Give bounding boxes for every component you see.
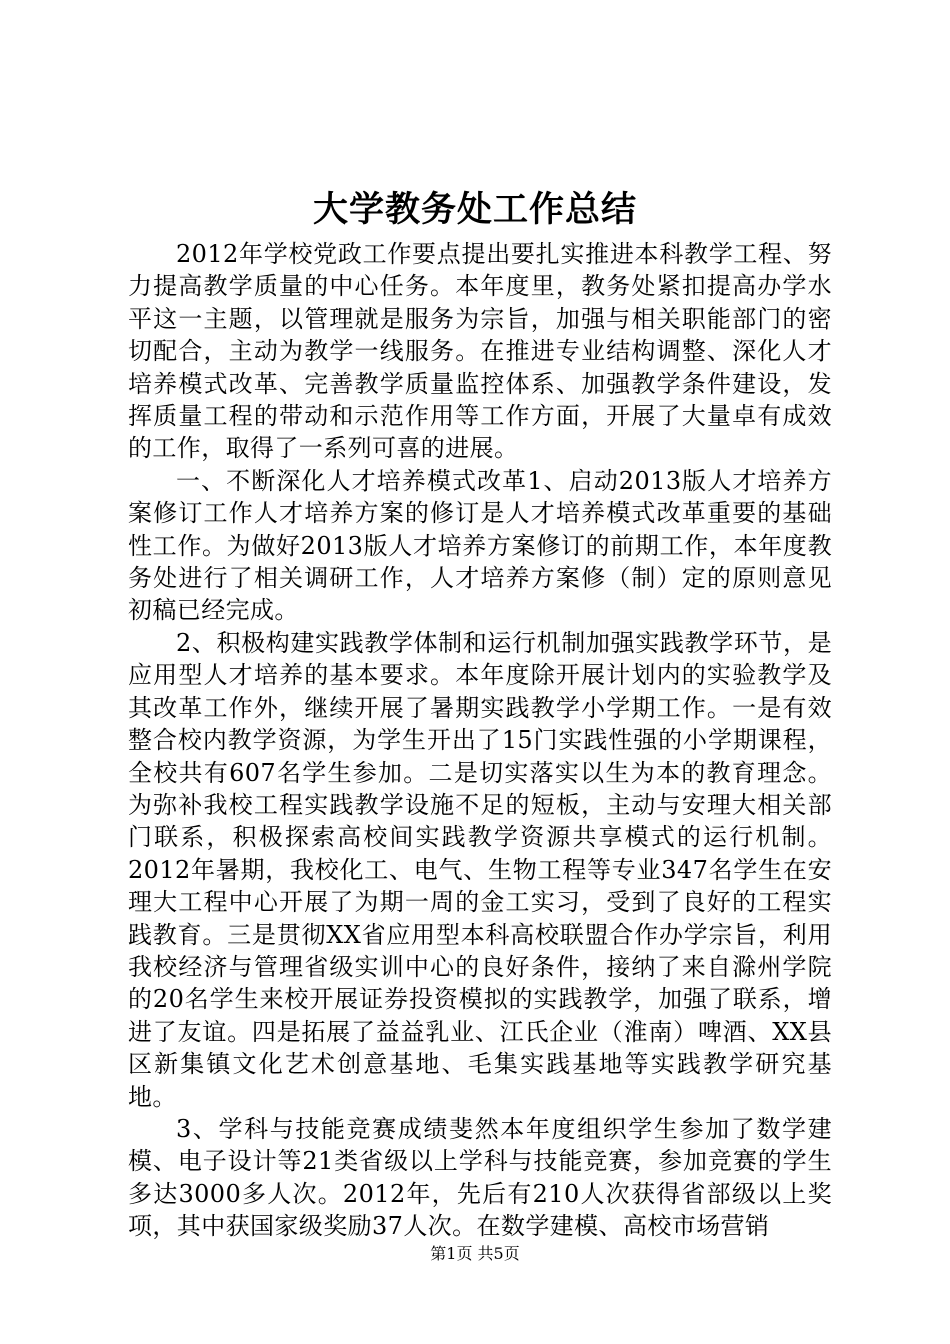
paragraph-intro: 2012年学校党政工作要点提出要扎实推进本科教学工程、努力提高教学质量的中心任务。本年度里，教务处紧扣提高办学水平这一主题，以管理就是服务为宗旨，加强与相关职能部门的密切配合，主动为教学一线服务。在推进专业结构调整、深化人才培养模式改革、完善教学质量监控体系、加强教学条件建设，发挥质量工程的带动和示范作用等工作方面，开展了大量卓有成效的工作，取得了一系列可喜的进展。 <box>128 240 832 463</box>
document-body <box>128 238 832 1243</box>
paragraph-section-1: 一、不断深化人才培养模式改革1、启动2013版人才培养方案修订工作人才培养方案的修订是人才培养模式改革重要的基础性工作。为做好2013版人才培养方案修订的前期工作，本年度教务处进行了相关调研工作，人才培养方案修（制）定的原则意见初稿已经完成。 <box>128 466 832 625</box>
paragraph-section-3: 3、学科与技能竞赛成绩斐然本年度组织学生参加了数学建模、电子设计等21类省级以上学科与技能竞赛，参加竞赛的学生多达3000多人次。2012年，先后有210人次获得省部级以上奖项，其中获国家级奖励37人次。在数学建模、高校市场营销 <box>128 1114 832 1241</box>
page-footer: 第1页 共5页 <box>430 1244 520 1263</box>
document-title: 大学教务处工作总结 <box>312 189 637 230</box>
paragraph-section-2: 2、积极构建实践教学体制和运行机制加强实践教学环节，是应用型人才培养的基本要求。本年度除开展计划内的实验教学及其改革工作外，继续开展了暑期实践教学小学期工作。一是有效整合校内教学资源，为学生开出了15门实践性强的小学期课程，全校共有607名学生参加。二是切实落实以生为本的教育理念。为弥补我校工程实践教学设施不足的短板，主动与安理大相关部门联系，积极探索高校间实践教学资源共享模式的运行机制。2012年暑期，我校化工、电气、生物工程等专业347名学生在安理大工程中心开展了为期一周的金工实习，受到了良好的工程实践教育。三是贯彻XX省应用型本科高校联盟合作办学宗旨，利用我校经济与管理省级实训中心的良好条件，接纳了来自滁州学院的20名学生来校开展证券投资模拟的实践教学，加强了联系，增进了友谊。四是拓展了益益乳业、江氏企业（淮南）啤酒、XX县区新集镇文化艺术创意基地、毛集实践基地等实践教学研究基地。 <box>128 628 832 1111</box>
